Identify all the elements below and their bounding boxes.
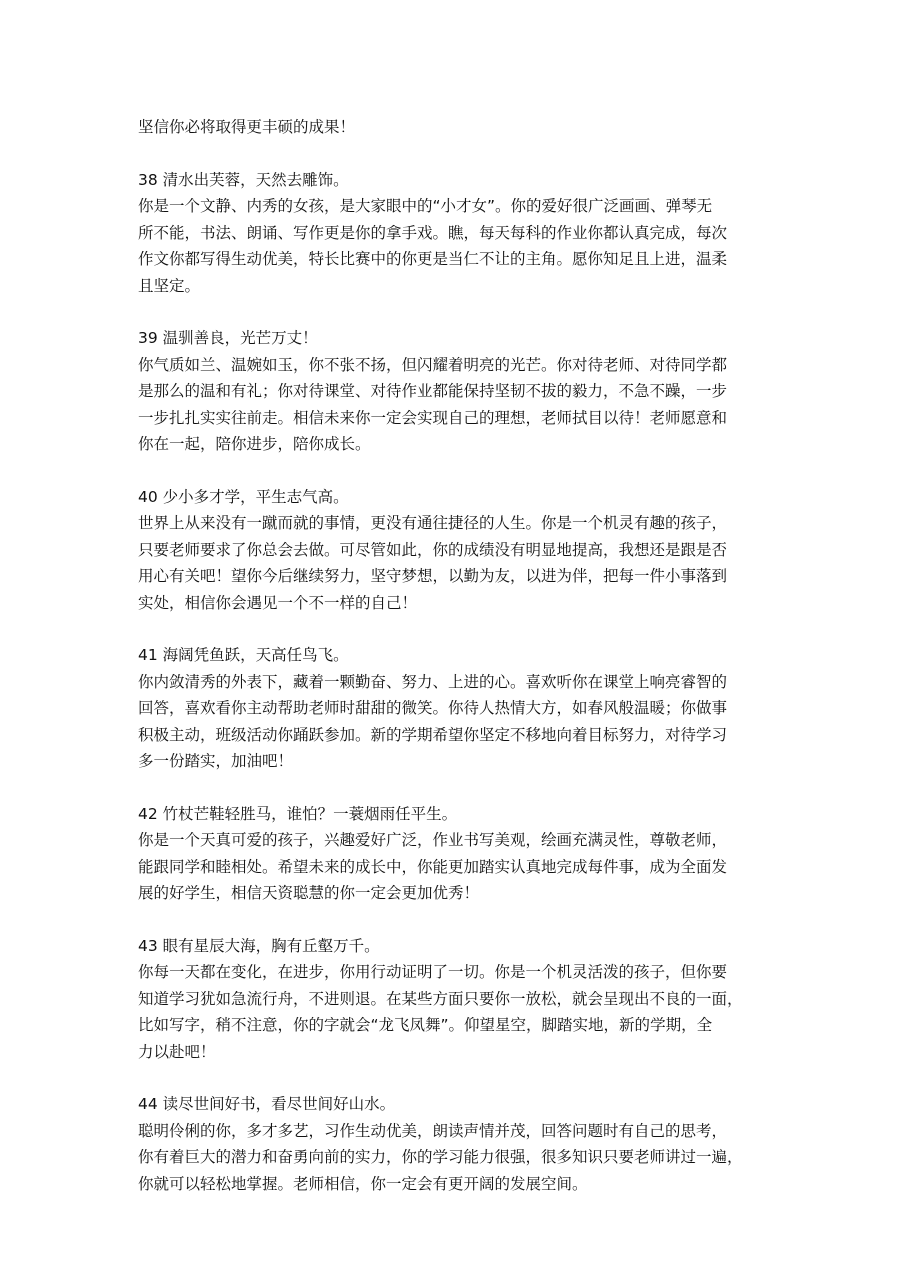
entry-line: 聪明伶俐的你，多才多艺，习作生动优美，朗读声情并茂，回答问题时有自己的思考， bbox=[138, 1121, 728, 1140]
comment-entry-41 bbox=[138, 642, 778, 775]
entry-line: 能跟同学和睦相处。希望未来的成长中，你能更加踏实认真地完成每件事，成为全面发 bbox=[138, 857, 728, 876]
entry-line: 你内敛清秀的外表下，藏着一颗勤奋、努力、上进的心。喜欢听你在课堂上响亮睿智的 bbox=[138, 672, 728, 691]
entry-line: 作文你都写得生动优美，特长比赛中的你更是当仁不让的主角。愿你知足且上进，温柔 bbox=[138, 250, 728, 268]
comment-entry-39 bbox=[138, 325, 778, 458]
entry-line: 你在一起，陪你进步，陪你成长。 bbox=[138, 435, 371, 453]
entry-line: 是那么的温和有礼；你对待课堂、对待作业都能保持坚韧不拔的毅力，不急不躁，一步 bbox=[138, 382, 728, 400]
entry-line: 只要老师要求了你总会去做。可尽管如此，你的成绩没有明显地提高，我想还是跟是否 bbox=[138, 540, 728, 559]
entry-line: 展的好学生，相信天资聪慧的你一定会更加优秀！ bbox=[138, 884, 480, 902]
intro-line: 坚信你必将取得更丰硕的成果！ bbox=[138, 118, 356, 136]
entry-line: 且坚定。 bbox=[138, 276, 201, 295]
entry-heading: 38 清水出芙蓉，天然去雕饰。 bbox=[138, 170, 349, 189]
entry-line: 你有着巨大的潜力和奋勇向前的实力，你的学习能力很强，很多知识只要老师讲过一遍， bbox=[138, 1148, 743, 1166]
entry-line: 多一份踏实，加油吧！ bbox=[138, 752, 294, 770]
entry-line: 一步扎扎实实往前走。相信未来你一定会实现自己的理想，老师拭目以待！老师愿意和 bbox=[138, 408, 728, 427]
entry-line: 你气质如兰、温婉如玉，你不张不扬，但闪耀着明亮的光芒。你对待老师、对待同学都 bbox=[138, 355, 728, 374]
comment-entry-42 bbox=[138, 801, 778, 907]
entry-heading: 44 读尽世间好书，看尽世间好山水。 bbox=[138, 1095, 396, 1113]
entry-heading: 43 眼有星辰大海，胸有丘壑万千。 bbox=[138, 936, 380, 955]
entry-line: 回答，喜欢看你主动帮助老师时甜甜的微笑。你待人热情大方，如春风般温暖；你做事 bbox=[138, 699, 728, 717]
entry-line: 你就可以轻松地掌握。老师相信，你一定会有更开阔的发展空间。 bbox=[138, 1174, 588, 1193]
entry-line: 知道学习犹如急流行舟，不进则退。在某些方面只要你一放松，就会呈现出不良的一面， bbox=[138, 989, 743, 1008]
entry-line: 你是一个文静、内秀的女孩，是大家眼中的“小才女”。你的爱好很广泛画画、弹琴无 bbox=[138, 197, 713, 215]
entry-line: 积极主动，班级活动你踊跃参加。新的学期希望你坚定不移地向着目标努力，对待学习 bbox=[138, 725, 728, 744]
entry-line: 你是一个天真可爱的孩子，兴趣爱好广泛，作业书写美观，绘画充满灵性，尊敬老师， bbox=[138, 831, 728, 849]
document-page bbox=[138, 114, 778, 1223]
comment-entry-43 bbox=[138, 933, 778, 1066]
entry-line: 力以赴吧！ bbox=[138, 1042, 216, 1061]
entry-line: 所不能，书法、朗诵、写作更是你的拿手戏。瞧，每天每科的作业你都认真完成，每次 bbox=[138, 223, 728, 242]
entry-line: 用心有关吧！望你今后继续努力，坚守梦想，以勤为友，以进为伴，把每一件小事落到 bbox=[138, 567, 728, 585]
entry-heading: 39 温驯善良，光芒万丈！ bbox=[138, 329, 318, 347]
entry-heading: 42 竹杖芒鞋轻胜马，谁怕？一蓑烟雨任平生。 bbox=[138, 804, 458, 823]
entry-heading: 40 少小多才学，平生志气高。 bbox=[138, 487, 349, 506]
entry-line: 比如写字，稍不注意，你的字就会“龙飞凤舞”。仰望星空，脚踏实地，新的学期，全 bbox=[138, 1016, 713, 1034]
entry-line: 世界上从来没有一蹴而就的事情，更没有通往捷径的人生。你是一个机灵有趣的孩子， bbox=[138, 514, 728, 532]
entry-heading: 41 海阔凭鱼跃，天高任鸟飞。 bbox=[138, 646, 349, 664]
comment-entry-40 bbox=[138, 484, 778, 617]
comment-entry-38 bbox=[138, 167, 778, 300]
entry-line: 实处，相信你会遇见一个不一样的自己！ bbox=[138, 593, 418, 612]
entry-line: 你每一天都在变化，在进步，你用行动证明了一切。你是一个机灵活泼的孩子，但你要 bbox=[138, 963, 728, 981]
comment-entry-44 bbox=[138, 1091, 778, 1197]
